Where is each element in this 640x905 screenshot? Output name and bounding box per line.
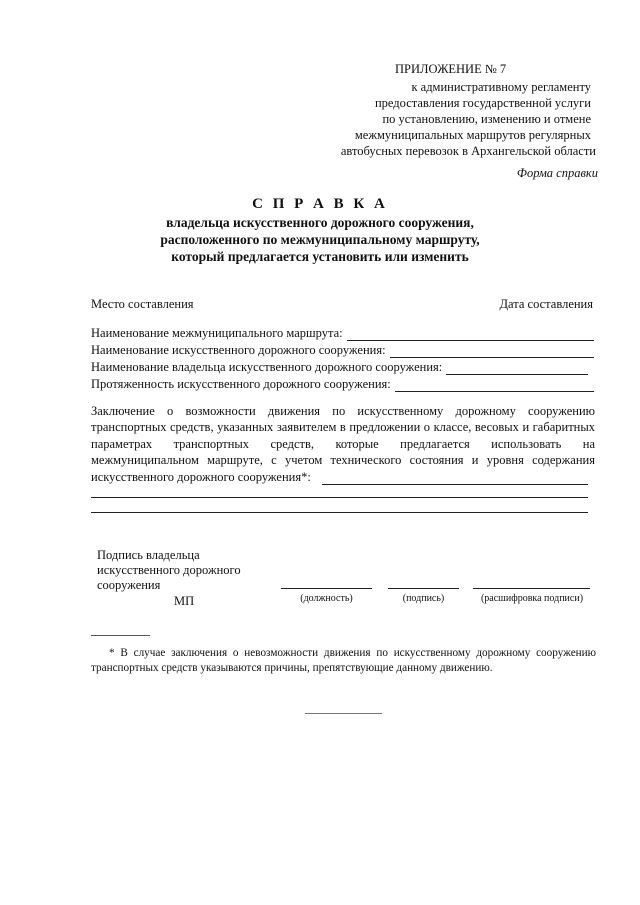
conclusion-blank-line[interactable]: [91, 512, 588, 513]
signature-label-line: сооружения: [97, 578, 161, 592]
signature-line[interactable]: [388, 588, 459, 589]
conclusion-text: Заключение о возможности движения по искусственному дорожному сооружению транспортных средств, указанных заявителем в предложении о классе, весовых и габаритных параметрах транспортных средств, которые предлагается использовать на межмуниципальном маршруте, с учетом технического состояния и уровня содержания искусственного дорожного сооружения*:: [91, 404, 595, 484]
appendix-line: межмуниципальных маршрутов регулярных: [354, 128, 591, 142]
field-route-name[interactable]: [91, 325, 594, 341]
signature-caption: (подпись): [402, 593, 445, 604]
footnote: * В случае заключения о невозможности движения по искусственному дорожному сооружению транспортных средств указываются причины, препятствующие данному движению.: [91, 647, 596, 674]
field-blank[interactable]: [446, 362, 588, 375]
field-blank[interactable]: [390, 345, 594, 358]
end-rule: [305, 713, 382, 714]
conclusion-inline-blank[interactable]: [322, 484, 588, 485]
field-label: Наименование владельца искусственного дорожного сооружения:: [91, 360, 443, 374]
signature-label-line: Подпись владельца: [97, 548, 200, 562]
place-label: Место составления: [91, 297, 194, 311]
appendix-line: к административному регламенту: [411, 80, 591, 94]
title-line: владельца искусственного дорожного сооружения,: [166, 215, 474, 230]
position-caption: (должность): [300, 593, 353, 604]
stamp-label: МП: [174, 594, 195, 608]
appendix-heading: ПРИЛОЖЕНИЕ № 7: [395, 62, 507, 76]
field-label: Наименование искусственного дорожного сооружения:: [91, 343, 386, 357]
name-decode-line[interactable]: [473, 588, 590, 589]
signature-label: [97, 548, 241, 593]
field-blank[interactable]: [347, 328, 594, 341]
field-structure-name[interactable]: [91, 342, 594, 358]
field-label: Протяженность искусственного дорожного сооружения:: [91, 377, 391, 391]
appendix-line: автобусных перевозок в Архангельской области: [340, 144, 596, 158]
name-decode-caption: (расшифровка подписи): [480, 593, 584, 604]
title-line: который предлагается установить или изменить: [171, 249, 469, 264]
title-line: расположенного по межмуниципальному маршруту,: [160, 232, 480, 247]
field-label: Наименование межмуниципального маршрута:: [91, 326, 343, 340]
field-owner-name[interactable]: [91, 359, 588, 375]
footnote-rule: [91, 635, 150, 636]
document-title: С П Р А В К А: [252, 196, 388, 212]
appendix-line: предоставления государственной услуги: [374, 96, 591, 110]
signature-label-line: искусственного дорожного: [97, 563, 241, 577]
form-label: Форма справки: [516, 166, 598, 180]
field-structure-length[interactable]: [91, 376, 594, 392]
position-line[interactable]: [281, 588, 372, 589]
date-label: Дата составления: [499, 297, 593, 311]
conclusion-blank-line[interactable]: [91, 497, 588, 498]
appendix-line: по установлению, изменению и отмене: [382, 112, 591, 126]
field-blank[interactable]: [395, 379, 594, 392]
